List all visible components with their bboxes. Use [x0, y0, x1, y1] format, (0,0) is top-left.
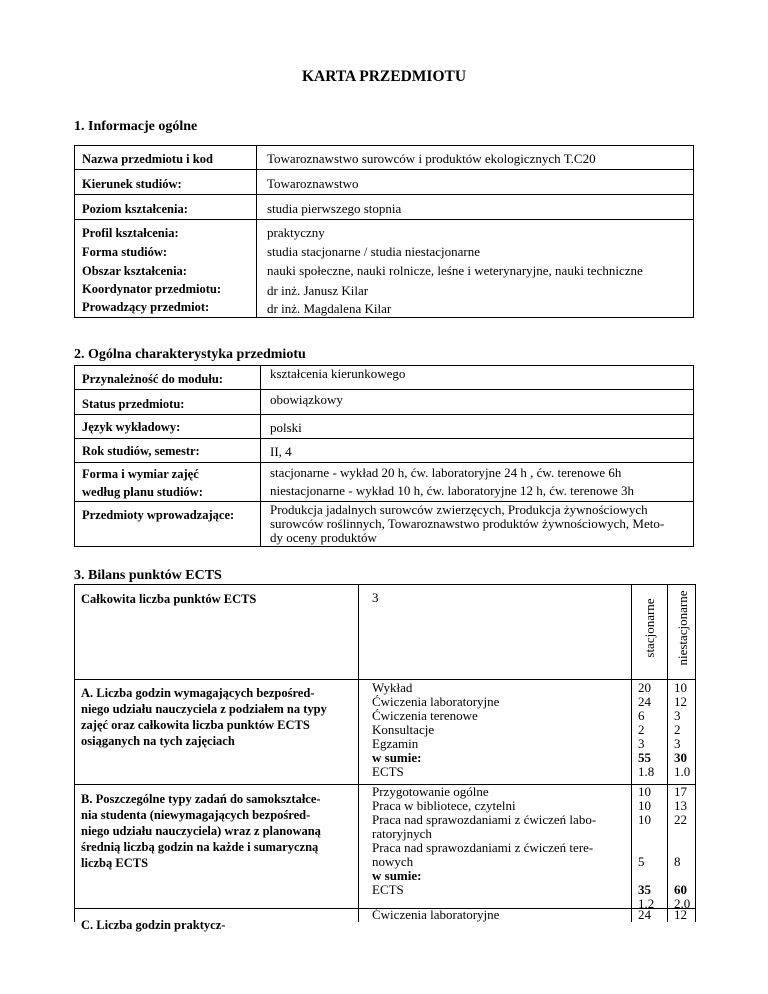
value-prerequisites-2: surowców roślinnych, Towaroznawstwo produktów żywnościowych, Meto-: [270, 516, 665, 531]
value-profile: praktyczny: [267, 225, 325, 240]
extramural-value: 12: [674, 694, 687, 709]
block-a-stationary-values: [638, 681, 654, 779]
label-area: Obszar kształcenia:: [82, 264, 187, 278]
block-a-label-line: zajęć oraz całkowita liczba punktów ECTS: [81, 718, 310, 732]
page-title: KARTA PRZEDMIOTU: [301, 68, 467, 85]
block-a-label-line: niego udziału nauczyciela z podziałem na typy: [81, 702, 327, 716]
stationary-value: 24: [638, 907, 651, 922]
extramural-value: 17: [674, 784, 687, 799]
extramural-value: 3: [674, 736, 681, 751]
value-area: nauki społeczne, nauki rolnicze, leśne i weterynaryjne, nauki techniczne: [267, 263, 643, 278]
activity-name-continued: nowych: [372, 854, 414, 869]
stationary-value: 6: [638, 708, 645, 723]
row-divider: [75, 389, 693, 390]
extramural-value: 8: [674, 854, 681, 869]
column-header-stationary: stacjonarne: [642, 598, 657, 658]
activity-name: Konsultacje: [372, 722, 435, 737]
activity-name: Przygotowanie ogólne: [372, 784, 489, 799]
block-a-label-line: osiąganych na tych zajęciach: [81, 734, 235, 748]
block-b-label-line: niego udziału nauczyciela) wraz z planowaną: [81, 824, 321, 838]
row-divider: [75, 169, 693, 170]
section1-heading: 1. Informacje ogólne: [74, 119, 198, 134]
extramural-ects: 2.0: [674, 896, 691, 911]
activity-name: Praca nad sprawozdaniami z ćwiczeń tere-: [372, 840, 594, 855]
activity-name: Ćwiczenia terenowe: [372, 708, 478, 723]
extramural-value: 22: [674, 812, 687, 827]
value-prerequisites-3: dy oceny produktów: [270, 530, 377, 545]
value-language: polski: [270, 420, 302, 435]
label-lecturer: Prowadzący przedmiot:: [82, 300, 210, 314]
stationary-value: 5: [638, 854, 645, 869]
column-divider: [631, 585, 632, 922]
label-level: Poziom kształcenia:: [82, 202, 188, 216]
value-status: obowiązkowy: [270, 392, 343, 407]
label-course-name: Nazwa przedmiotu i kod: [82, 152, 213, 166]
stationary-value: 24: [638, 694, 651, 709]
label-language: Język wykładowy:: [82, 420, 181, 434]
stationary-ects: 1.2: [638, 896, 655, 911]
activity-name: Praca w bibliotece, czytelni: [372, 798, 516, 813]
value-class-form-stationary: stacjonarne - wykład 20 h, ćw. laboratoryjne 24 h , ćw. terenowe 6h: [270, 465, 622, 480]
label-profile: Profil kształcenia:: [82, 226, 179, 240]
extramural-value: 10: [674, 680, 687, 695]
block-b-label-line: średnią liczbą godzin na każde i sumaryczną: [81, 840, 319, 854]
block-b-stationary-values: [638, 785, 654, 911]
row-divider: [75, 219, 693, 220]
extramural-value: 3: [674, 708, 681, 723]
extramural-value: 13: [674, 798, 687, 813]
column-divider: [667, 585, 668, 922]
activity-sum-label: w sumie:: [372, 750, 422, 765]
block-b-label: [81, 791, 321, 871]
stationary-sum: 35: [638, 882, 651, 897]
block-a-label-line: A. Liczba godzin wymagających bezpośred-: [81, 686, 315, 700]
extramural-sum: 60: [674, 882, 687, 897]
value-coordinator: dr inż. Janusz Kilar: [267, 283, 369, 298]
label-status: Status przedmiotu:: [82, 397, 185, 411]
extramural-value: 12: [674, 907, 687, 922]
stationary-value: 10: [638, 798, 651, 813]
block-b-label-line: liczbą ECTS: [81, 856, 149, 870]
value-prerequisites-1: Produkcja jadalnych surowców zwierzęcych, Produkcja żywnościowych: [270, 502, 648, 517]
block-c-extramural-values: [674, 908, 687, 922]
stationary-value: 10: [638, 812, 651, 827]
block-b-activities: [372, 785, 596, 897]
value-total-ects: 3: [372, 590, 379, 605]
value-module: kształcenia kierunkowego: [270, 366, 406, 381]
activity-name: Wykład: [372, 680, 413, 695]
block-a-activities: [372, 681, 499, 779]
general-info-table: [74, 145, 694, 318]
block-b-extramural-values: [674, 785, 690, 911]
ects-table: [74, 584, 696, 932]
column-divider: [358, 585, 359, 922]
activity-name: Praca nad sprawozdaniami z ćwiczeń labo-: [372, 812, 597, 827]
row-divider: [75, 194, 693, 195]
block-a-label: [81, 685, 327, 749]
block-c-stationary-values: [638, 908, 651, 922]
value-level: studia pierwszego stopnia: [267, 201, 402, 216]
extramural-value: 2: [674, 722, 681, 737]
activity-name: Ćwiczenia laboratoryjne: [372, 907, 500, 922]
label-total-ects: Całkowita liczba punktów ECTS: [81, 592, 257, 606]
block-a-extramural-values: [674, 681, 690, 779]
stationary-value: 3: [638, 736, 645, 751]
block-c-label: C. Liczba godzin praktycz-: [81, 918, 226, 932]
block-b-label-line: B. Poszczególne typy zadań do samokształce-: [81, 792, 321, 806]
extramural-sum: 30: [674, 750, 687, 765]
label-coordinator: Koordynator przedmiotu:: [82, 282, 221, 296]
label-class-form-2: według planu studiów:: [82, 485, 203, 499]
label-class-form: Forma i wymiar zajęć: [82, 467, 199, 481]
label-module: Przynależność do modułu:: [82, 372, 223, 386]
label-field-of-study: Kierunek studiów:: [82, 177, 182, 191]
value-course-name: Towaroznawstwo surowców i produktów ekologicznych T.C20: [267, 151, 596, 166]
activity-sum-label: w sumie:: [372, 868, 422, 883]
label-study-form: Forma studiów:: [82, 245, 168, 259]
column-header-extramural: niestacjonarne: [675, 590, 690, 666]
row-divider: [75, 462, 693, 463]
value-class-form-extramural: niestacjonarne - wykład 10 h, ćw. laboratoryjne 12 h, ćw. terenowe 3h: [270, 483, 634, 498]
activity-ects-label: ECTS: [372, 764, 404, 779]
row-divider: [75, 414, 693, 415]
value-field-of-study: Towaroznawstwo: [267, 176, 359, 191]
section2-heading: 2. Ogólna charakterystyka przedmiotu: [74, 347, 306, 362]
extramural-ects: 1.0: [674, 764, 691, 779]
label-year-semester: Rok studiów, semestr:: [82, 444, 200, 458]
value-lecturer: dr inż. Magdalena Kilar: [267, 301, 392, 316]
course-characteristics-table: [74, 365, 694, 547]
block-b-label-line: nia studenta (niewymagających bezpośred-: [81, 808, 311, 822]
block-c-activities: [372, 908, 499, 922]
activity-ects-label: ECTS: [372, 882, 404, 897]
stationary-sum: 55: [638, 750, 651, 765]
activity-name: Ćwiczenia laboratoryjne: [372, 694, 500, 709]
stationary-value: 2: [638, 722, 645, 737]
value-year-semester: II, 4: [270, 444, 292, 459]
section3-heading: 3. Bilans punktów ECTS: [74, 568, 222, 583]
activity-name-continued: ratoryjnych: [372, 826, 432, 841]
stationary-value: 10: [638, 784, 651, 799]
value-study-form: studia stacjonarne / studia niestacjonarne: [267, 244, 480, 259]
stationary-value: 20: [638, 680, 651, 695]
row-divider: [75, 438, 693, 439]
stationary-ects: 1.8: [638, 764, 655, 779]
activity-name: Egzamin: [372, 736, 419, 751]
label-prerequisites: Przedmioty wprowadzające:: [82, 508, 235, 522]
